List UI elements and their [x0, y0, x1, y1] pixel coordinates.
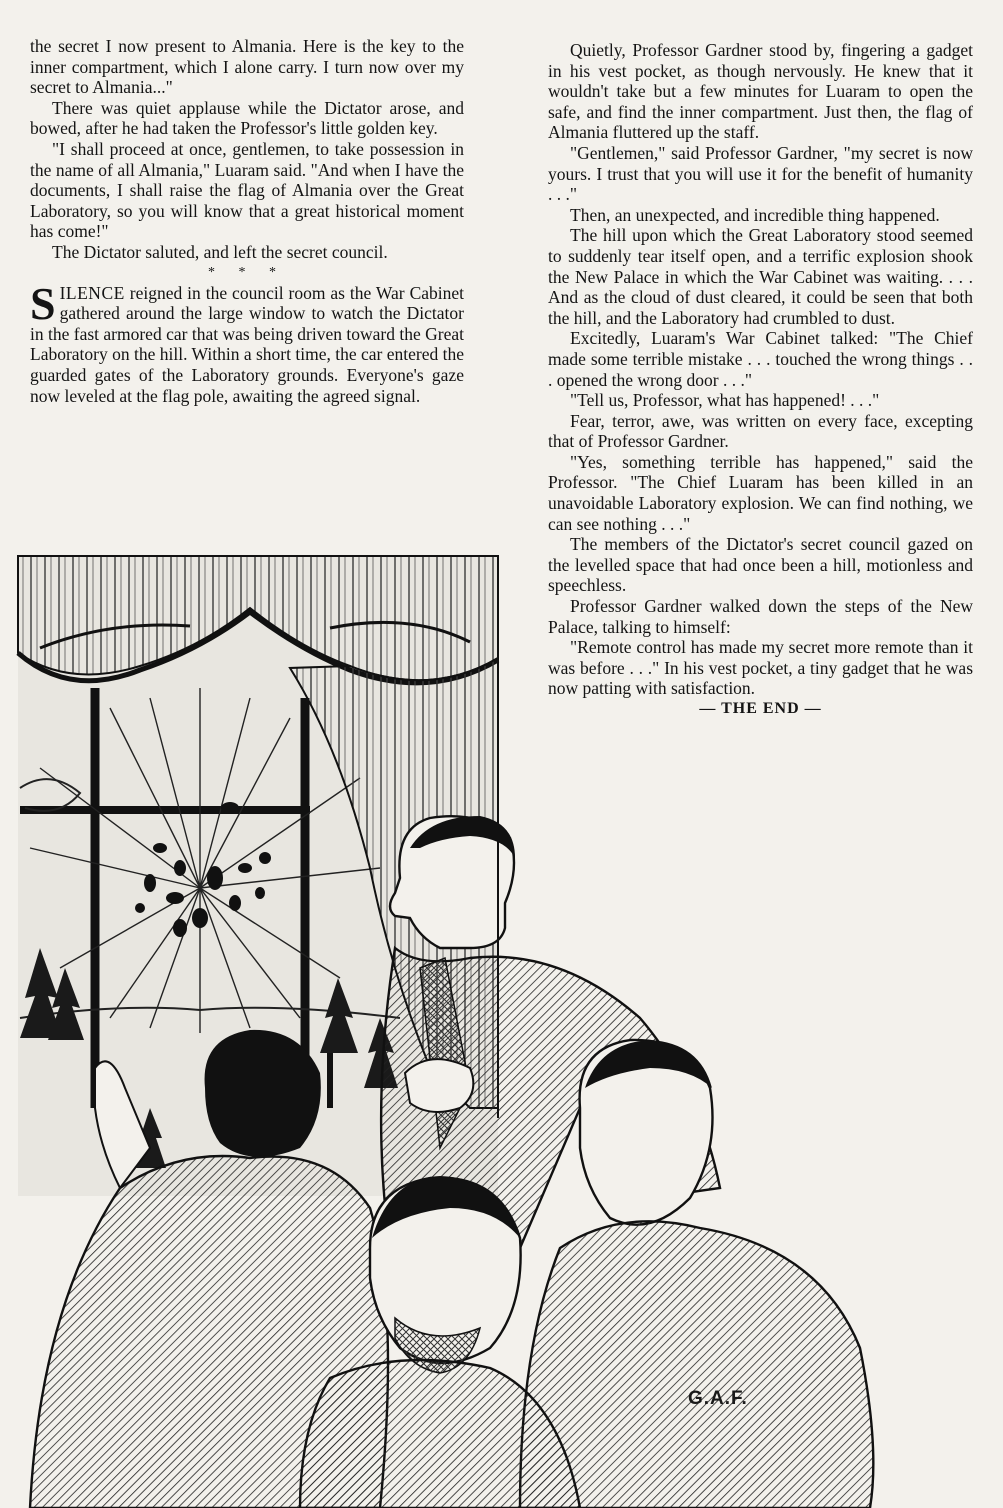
paragraph-text: reigned in the council room as the War Cabinet gathered around the large window to watch the Dictator in the fast armored car that was being driven toward the Great Laboratory on the hill. Within a short time, the car entered the guarded gates of the Laboratory grounds. Everyone's gaze now leveled at the flag pole, awaiting the agreed signal.	[30, 282, 464, 406]
paragraph: The Dictator saluted, and left the secret council.	[52, 241, 388, 262]
lead-word: ILENCE	[59, 282, 125, 303]
section-separator: * * *	[208, 264, 286, 280]
paragraph: The hill upon which the Great Laboratory stood seemed to suddenly tear itself open, and a terrific explosion shook the New Palace in which the War Cabinet was waiting. . . . And as the cloud of dust cleared, it could be seen that both the hill, and the Laboratory had crumbled to dust.	[548, 225, 973, 328]
paragraph: Fear, terror, awe, was written on every face, excepting that of Professor Gardner.	[548, 410, 973, 452]
drop-cap-letter: S	[30, 277, 56, 329]
the-end-marker: — THE END —	[699, 700, 822, 717]
paragraph: Professor Gardner walked down the steps of the New Palace, talking to himself:	[548, 596, 973, 637]
paragraph: The members of the Dictator's secret council gazed on the levelled space that had once been a hill, motionless and speechless.	[548, 534, 973, 596]
left-text-column	[30, 36, 464, 406]
paragraph: Then, an unexpected, and incredible thing happened.	[570, 204, 940, 225]
illustration-explosion-scene	[0, 548, 985, 1508]
paragraph: the secret I now present to Almania. Here is the key to the inner compartment, which I alone carry. I turn now over my secret to Almania..."	[30, 36, 464, 98]
paragraph: "Remote control has made my secret more remote than it was before . . ." In his vest pocket, a tiny gadget that he was now patting with satisfaction.	[548, 637, 973, 699]
artist-signature: G.A.F.	[688, 1388, 748, 1409]
paragraph: "Gentlemen," said Professor Gardner, "my secret is now yours. I trust that you will use it for the benefit of humanity . . ."	[548, 142, 973, 205]
paragraph: "Yes, something terrible has happened," said the Professor. "The Chief Luaram has been killed in an unavoidable Laboratory explosion. We can find nothing, we can see nothing . . ."	[548, 451, 973, 534]
paragraph: Quietly, Professor Gardner stood by, fingering a gadget in his vest pocket, as though nervously. He knew that it wouldn't take but a few minutes for Luaram to open the safe, and find the inner compartment. Just then, the flag of Almania fluttered up the staff.	[548, 40, 973, 143]
paragraph-dropcap	[30, 277, 464, 407]
paragraph: There was quiet applause while the Dictator arose, and bowed, after he had taken the Professor's little golden key.	[30, 97, 464, 139]
paragraph: "I shall proceed at once, gentlemen, to take possession in the name of all Almania," Luaram said. "And when I have the documents, I shall raise the flag of Almania over the Great Laboratory, so you will know that a great historical moment has come!"	[30, 138, 464, 242]
paragraph: Excitedly, Luaram's War Cabinet talked: "The Chief made some terrible mistake . . . touched the wrong things . . . opened the wrong door . . ."	[548, 328, 973, 390]
paragraph: "Tell us, Professor, what has happened! . . ."	[570, 390, 880, 411]
